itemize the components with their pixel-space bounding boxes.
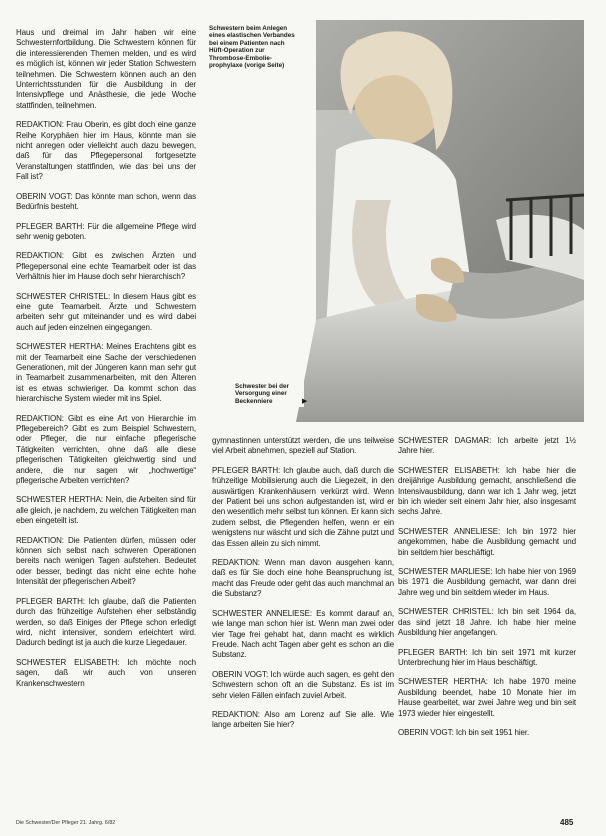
paragraph: SCHWESTER CHRISTEL: In diesem Haus gibt es eine gute Teamarbeit. Ärzte und Schwestern arbeiten sehr gut miteinander und es wird dabei auch auf jeden einzelnen eingegangen. xyxy=(16,291,196,332)
paragraph: OBERIN VOGT: Ich würde auch sagen, es geht den Schwestern schon oft an die Substanz. Es ist im sehr vielen Fällen einfach zuviel Arbeit. xyxy=(212,669,394,700)
paragraph: SCHWESTER HERTHA: Ich habe 1970 meine Ausbildung beendet, habe 10 Monate hier im Hause gearbeitet, war zwei Jahre weg und bin seit 1973 wieder hier eingestellt. xyxy=(398,677,576,718)
paragraph: REDAKTION: Gibt es eine Art von Hierarchie im Pflegebereich? Gibt es zum Beispiel Schwestern, oder Pfleger, die nur einfache pflegerische Tätigkeiten verrichten, ohne daß alle diese pflegerischen Tätigkeiten gleichwertig sind und andere, die nur sagen wir „hochwertige“ pflegerische Arbeiten verrichten? xyxy=(16,413,196,486)
paragraph: SCHWESTER ANNELIESE: Es kommt darauf an, wie lange man schon hier ist. Wenn man zwei oder vier Tage frei gehabt hat, dann macht es wirklich Freude. Nach acht Tagen aber geht es schon an die Substanz. xyxy=(212,608,394,660)
paragraph: REDAKTION: Frau Oberin, es gibt doch eine ganze Reihe Koryphäen hier im Haus, könnte man sie nicht anregen oder vielleicht auch dazu bewegen, daß für das Pflegepersonal fortgesetzte Veranstaltungen stattfinden, wie das bei uns der Fall ist? xyxy=(16,120,196,182)
nursing-photo xyxy=(206,20,584,422)
paragraph: SCHWESTER HERTHA: Meines Erachtens gibt es mit der Teamarbeit eine Sache der verschiedenen Generationen, mit der Jüngeren kann man sehr gut in Teamarbeit zusammenarbeiten, mit den Älteren ist es etwas schwieriger. Da kommt schon das hierarchische System wieder mit ins Spiel. xyxy=(16,342,196,404)
photo-caption-top: Schwestern beim Anlegen eines elastischen Verbandes bei einem Patienten nach Hüft-Operation zur Thrombose-Embolie-prophylaxe (vorige Seite) xyxy=(206,24,300,71)
paragraph: PFLEGER BARTH: Ich glaube auch, daß durch die frühzeitige Mobilisierung auch die Liegezeit, in den auswärtigen Krankenhäusern verkürzt wird. Wenn der Patient bei uns schon aufgestanden ist, wird er den wesentlich mehr selbst tun können. Er kann sich zudem selbst, die Pflegenden helfen, wenn er ein wenigstens nur wäscht und sich die Zähne putzt und das Essen allein zu sich nimmt. xyxy=(212,465,394,548)
paragraph: REDAKTION: Die Patienten dürfen, müssen oder können sich selbst nach schweren Operationen bereits nach wenigen Tagen aufstehen. Bedeutet oder besser, bedingt das nicht eine echte hohe Intensität der pflegerischen Arbeit? xyxy=(16,535,196,587)
footer-source: Die Schwester/Der Pfleger 21. Jahrg. 6/82 xyxy=(16,820,116,826)
paragraph: SCHWESTER DAGMAR: Ich arbeite jetzt 1½ Jahre hier. xyxy=(398,436,576,456)
paragraph: SCHWESTER ELISABETH: Ich habe hier die dreijährige Ausbildung gemacht, anschließend die Intensivausbildung, dann war ich 1 Jahr weg, jetzt bin ich wieder seit einem Jahr hier, also insgesamt sechs Jahre. xyxy=(398,465,576,517)
paragraph: SCHWESTER CHRISTEL: Ich bin seit 1964 da, das sind jetzt 18 Jahre. Ich habe hier meine Ausbildung hier angefangen. xyxy=(398,607,576,638)
paragraph: OBERIN VOGT: Das könnte man schon, wenn das Bedürfnis besteht. xyxy=(16,191,196,212)
paragraph: PFLEGER BARTH: Ich bin seit 1971 mit kurzer Unterbrechung hier im Haus beschäftigt. xyxy=(398,647,576,667)
paragraph: SCHWESTER ELISABETH: Ich möchte noch sagen, daß wir auch von unseren Krankenschwestern xyxy=(16,657,196,688)
paragraph: PFLEGER BARTH: Für die allgemeine Pflege wird sehr wenig geboten. xyxy=(16,221,196,241)
nursing-photo-illustration xyxy=(206,20,584,422)
caption-arrow-icon: ▶ xyxy=(302,398,308,405)
text-column-3 xyxy=(398,436,576,826)
paragraph: REDAKTION: Gibt es zwischen Ärzten und Pflegepersonal eine echte Teamarbeit oder ist das Verhältnis hier im Hause doch sehr hierarchisch? xyxy=(16,251,196,282)
paragraph: SCHWESTER ANNELIESE: Ich bin 1972 hier angekommen, habe die Ausbildung gemacht und bin seitdem hier beschäftigt. xyxy=(398,526,576,557)
photo-caption-bottom: Schwester bei der Versorgung einer Beckenniere xyxy=(232,382,304,407)
paragraph: PFLEGER BARTH: Ich glaube, daß die Patienten durch das frühzeitige Aufstehen eher selbständig werden, so daß Einiges der Pflege schon erledigt wird, nicht intensiver, sondern erleichtert wird. Dadurch bedingt ist ja auch die kurze Liegedauer. xyxy=(16,596,196,648)
paragraph: Haus und dreimal im Jahr haben wir eine Schwesternfortbildung. Die Schwestern können für die interessierenden Themen melden, und es wird es möglich ist, können wir jeder Station Schwestern teilnehmen. Die Schwestern können auch an den Unterrichtsstunden für die Ausbildung in der Intensivpflege und Anästhesie, die jede Woche stattfinden, teilnehmen. xyxy=(16,28,196,110)
paragraph: gymnastinnen unterstützt werden, die uns teilweise viel Arbeit abnehmen, speziell auf Station. xyxy=(212,436,394,456)
page-number: 485 xyxy=(560,818,574,827)
paragraph: OBERIN VOGT: Ich bin seit 1951 hier. xyxy=(398,727,530,737)
paragraph: SCHWESTER HERTHA: Nein, die Arbeiten sind für alle gleich, je nachdem, zu welchen Tätigkeiten man eben eingeteilt ist. xyxy=(16,495,196,526)
paragraph: SCHWESTER MARLIESE: Ich habe hier von 1969 bis 1971 die Ausbildung gemacht, war dann drei Jahre weg und bin seitdem wieder im Haus. xyxy=(398,567,576,597)
paragraph: REDAKTION: Wenn man davon ausgehen kann, daß es für Sie doch eine hohe Beanspruchung ist, macht das Freude oder geht das auch manchmal an die Substanz? xyxy=(212,558,394,599)
text-column-2 xyxy=(212,436,394,826)
paragraph: REDAKTION: Also am Lorenz auf Sie alle. Wie lange arbeiten Sie hier? xyxy=(212,709,394,730)
text-column-1 xyxy=(16,28,196,818)
